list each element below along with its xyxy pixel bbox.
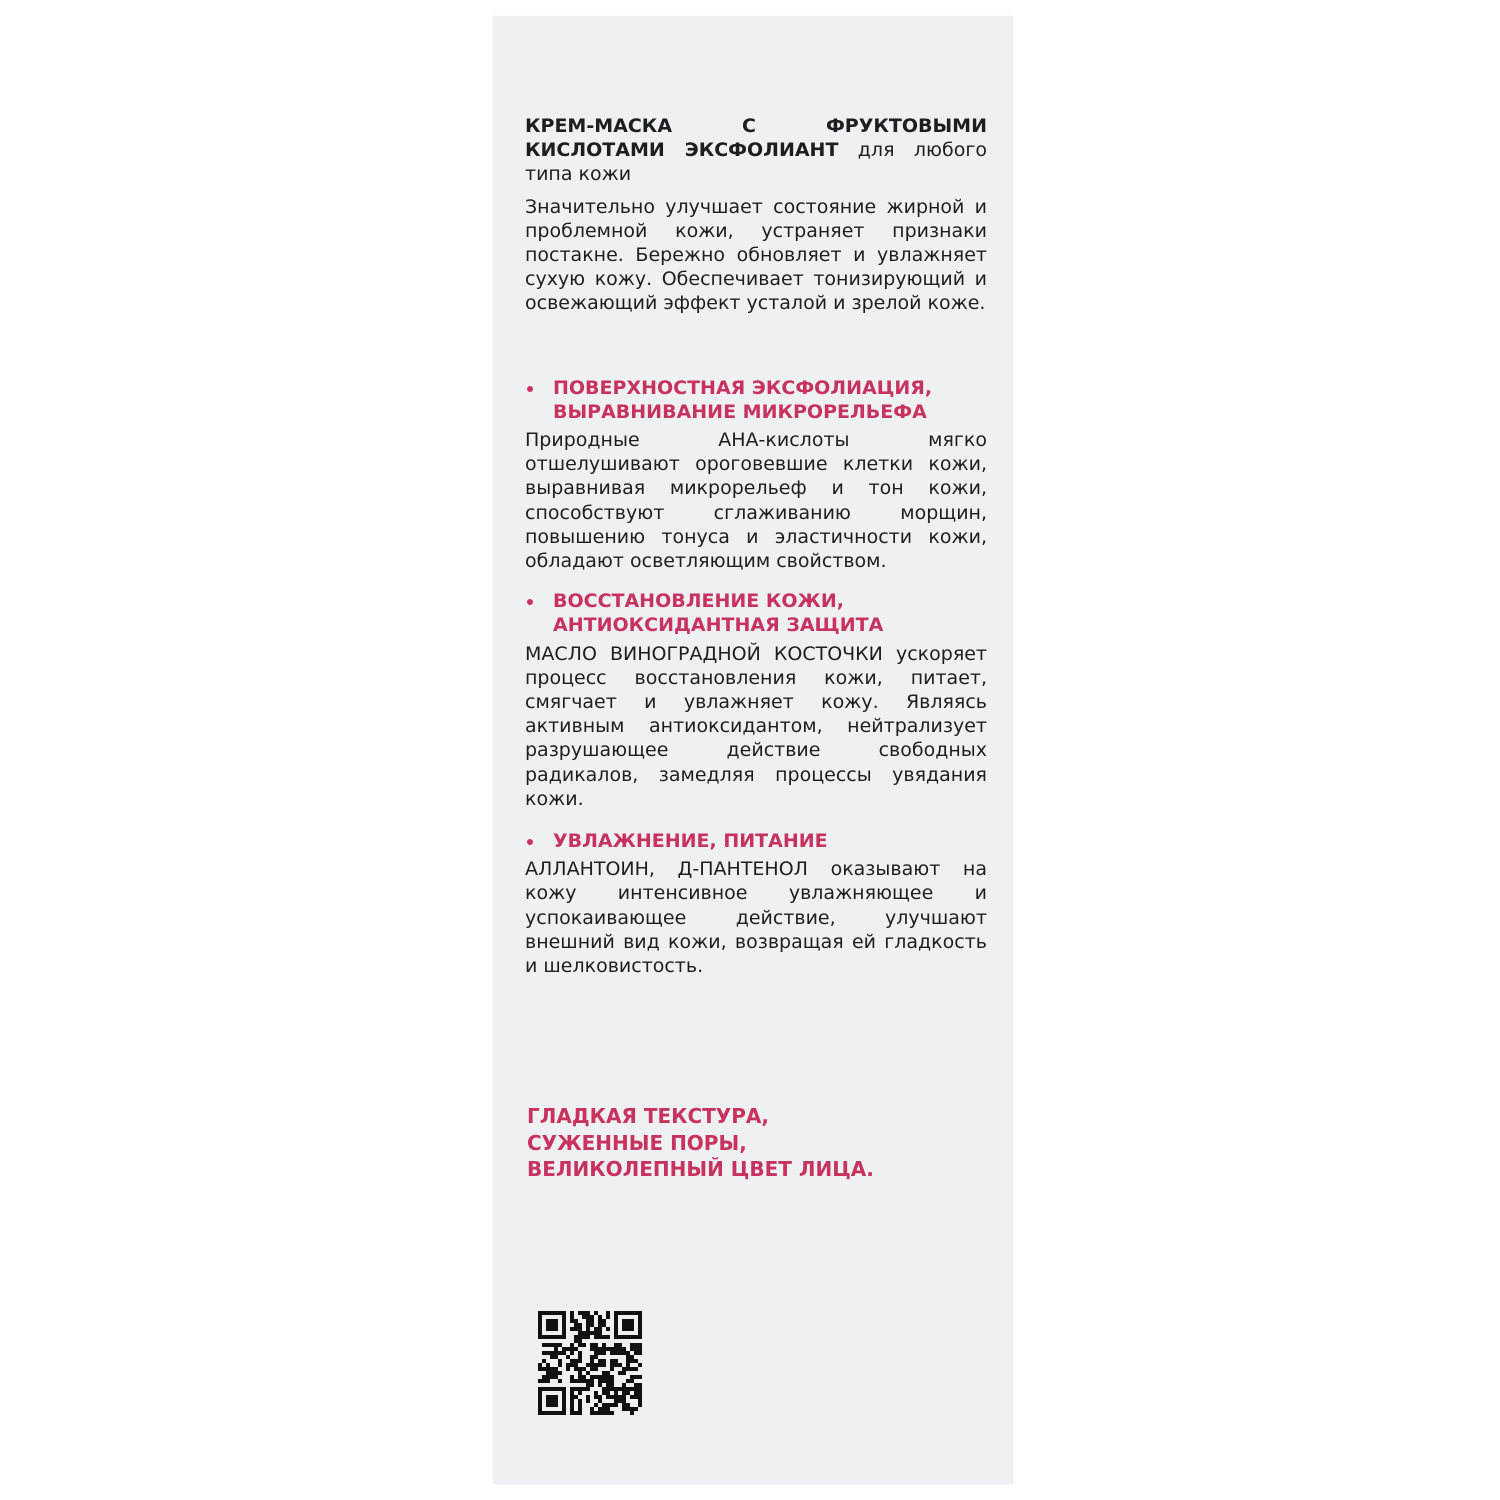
section-heading-line: АНТИОКСИДАНТНАЯ ЗАЩИТА — [553, 614, 884, 637]
qr-code-icon — [538, 1311, 642, 1415]
qr-code-graphic — [538, 1311, 642, 1415]
package-text — [525, 114, 987, 978]
section-heading-line: ВЫРАВНИВАНИЕ МИКРОРЕЛЬЕФА — [553, 400, 927, 423]
ingredient-name: Природные АНА-кислоты — [525, 429, 850, 452]
section-body — [525, 857, 987, 978]
qr-modules — [538, 1311, 642, 1415]
tagline — [527, 1103, 997, 1183]
section-heading-line: ВОССТАНОВЛЕНИЕ КОЖИ, — [553, 590, 844, 613]
product-intro — [525, 114, 987, 187]
section-body — [525, 428, 987, 573]
tagline-line: ГЛАДКАЯ ТЕКСТУРА, — [527, 1104, 769, 1128]
product-description: Значительно улучшает состояние жирной и проблемной кожи, устраняет признаки постакне. Бережно обновляет и увлажняет сухую кожу. Обеспечивает тонизирующий и освежающий эффект усталой и зрелой коже. — [525, 195, 987, 315]
ingredient-name: АЛЛАНТОИН, Д-ПАНТЕНОЛ — [525, 858, 808, 881]
product-title: КРЕМ-МАСКА С ФРУКТОВЫМИ КИСЛОТАМИ ЭКСФОЛИАНТ — [525, 115, 987, 162]
section-heading-line: ПОВЕРХНОСТНАЯ ЭКСФОЛИАЦИЯ, — [553, 376, 933, 399]
section-heading — [525, 376, 987, 424]
bullet-icon — [527, 839, 533, 845]
section-text: оказывают на кожу интенсивное увлажняющее и успокаивающее действие, улучшают внешний вид кожи, возвращая ей гладкость и шелковистость. — [525, 858, 987, 978]
section-body — [525, 642, 987, 811]
tagline-line: ВЕЛИКОЛЕПНЫЙ ЦВЕТ ЛИЦА. — [527, 1157, 874, 1181]
section-text: мягко отшелушивают ороговевшие клетки кожи, выравнивая микрорельеф и тон кожи, способствуют сглаживанию морщин, повышению тонуса и эластичности кожи, обладают осветляющим свойством. — [525, 429, 987, 573]
tagline-line: СУЖЕННЫЕ ПОРЫ, — [527, 1130, 747, 1155]
bullet-icon — [527, 386, 533, 392]
section-heading — [525, 589, 987, 637]
section-text: ускоряет процесс восстановления кожи, питает, смягчает и увлажняет кожу. Являясь активным антиоксидантом, нейтрализует разрушающее действие свободных радикалов, замедляя процессы увядания кожи. — [525, 642, 988, 810]
product-subtitle: для любого типа кожи — [525, 139, 987, 186]
bullet-icon — [527, 599, 533, 605]
ingredient-name: МАСЛО ВИНОГРАДНОЙ КОСТОЧКИ — [525, 642, 883, 665]
section-heading-line: УВЛАЖНЕНИЕ, ПИТАНИЕ — [553, 830, 828, 853]
section-heading — [525, 829, 987, 853]
